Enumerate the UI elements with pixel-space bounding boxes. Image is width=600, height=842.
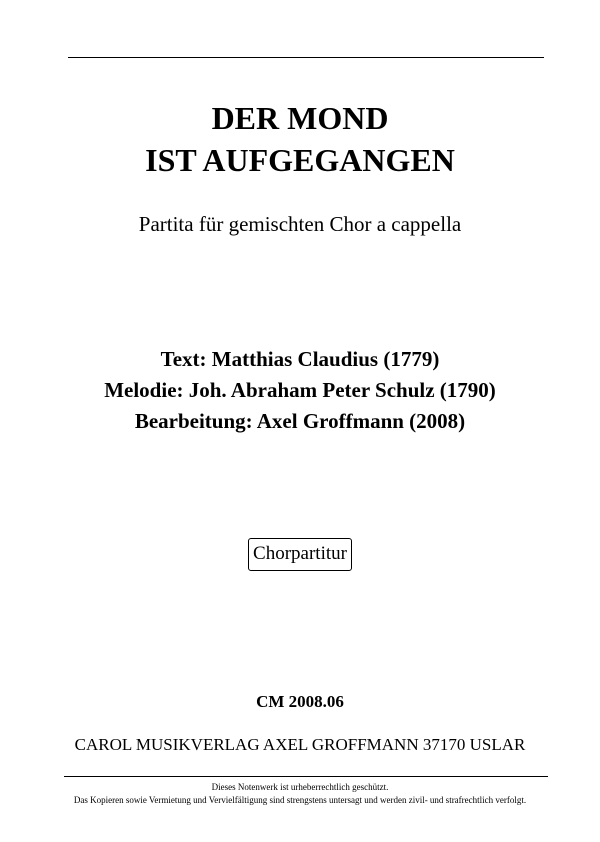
subtitle: Partita für gemischten Chor a cappella (138, 212, 462, 236)
catalog-number: CM 2008.06 (256, 692, 344, 711)
publisher-line: CAROL MUSIKVERLAG AXEL GROFFMANN 37170 USLAR (74, 735, 526, 754)
copyright-notice-line-1: Dieses Notenwerk ist urheberrechtlich geschützt. (211, 782, 389, 792)
credit-lyricist: Text: Matthias Claudius (1779) (160, 347, 440, 371)
page-title-line-1: DER MOND (211, 100, 389, 136)
top-divider (68, 57, 544, 58)
edition-type-label: Chorpartitur (248, 538, 352, 571)
credit-composer: Melodie: Joh. Abraham Peter Schulz (1790) (104, 378, 496, 402)
copyright-notice-line-2: Das Kopieren sowie Vermietung und Vervielfältigung sind strengstens untersagt und werden zivil- und strafrechtlich verfolgt. (73, 795, 527, 805)
credit-arranger: Bearbeitung: Axel Groffmann (2008) (134, 409, 466, 433)
edition-type-container (0, 538, 600, 571)
bottom-divider (64, 776, 548, 777)
page-title-line-2: IST AUFGEGANGEN (145, 142, 455, 178)
